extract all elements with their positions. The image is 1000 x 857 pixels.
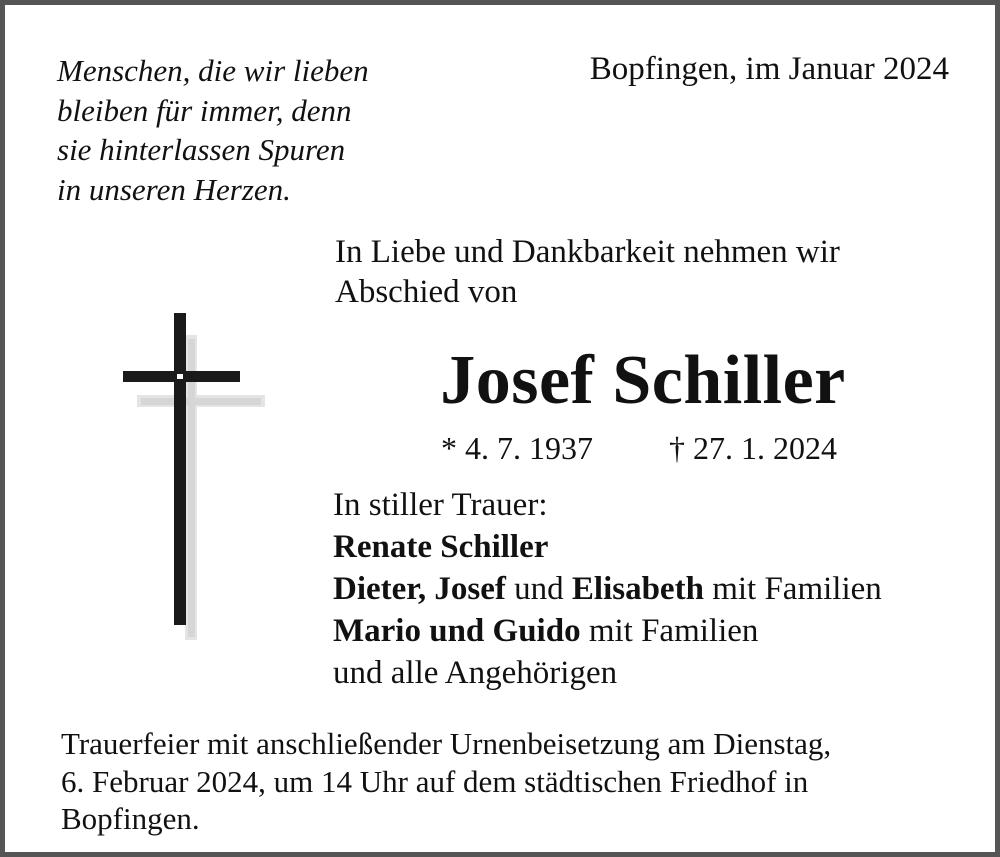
quote-line: Menschen, die wir lieben [57, 53, 369, 88]
mourner-line [333, 610, 882, 652]
intro-line: In Liebe und Dankbarkeit nehmen wir [335, 234, 840, 270]
mourner-suffix: mit Familien [580, 613, 759, 649]
mourners-list [333, 484, 882, 694]
intro-line: Abschied von [335, 274, 518, 310]
mourner-name: Dieter, Josef [333, 571, 506, 607]
quote-line: sie hinterlassen Spuren [57, 132, 346, 167]
mourners-heading: In stiller Trauer: [333, 487, 548, 523]
mourner-suffix: mit Familien [703, 571, 882, 607]
farewell-intro [335, 232, 840, 312]
mourner-connector: und [505, 571, 572, 607]
service-line: Trauerfeier mit anschließender Urnenbeisetzung am Dienstag, [61, 726, 832, 761]
mourner-line [333, 568, 882, 610]
death-date: † 27. 1. 2024 [669, 430, 837, 466]
service-line: 6. Februar 2024, um 14 Uhr auf dem städtischen Friedhof in [61, 763, 809, 799]
funeral-service-info [61, 725, 831, 838]
mourner-name: Renate Schiller [333, 529, 549, 565]
deceased-name: Josef Schiller [440, 342, 846, 419]
mourner-line [333, 526, 882, 568]
quote-line: in unseren Herzen. [57, 171, 291, 207]
place-and-date: Bopfingen, im Januar 2024 [589, 51, 949, 87]
memorial-quote [57, 51, 369, 209]
quote-line: bleiben für immer, denn [57, 92, 352, 128]
mourner-name: Elisabeth [571, 571, 704, 607]
mourner-line: und alle Angehörigen [333, 655, 618, 691]
mourner-name: Mario und Guido [333, 613, 581, 649]
service-line: Bopfingen. [61, 801, 200, 836]
birth-date: * 4. 7. 1937 [441, 430, 593, 466]
